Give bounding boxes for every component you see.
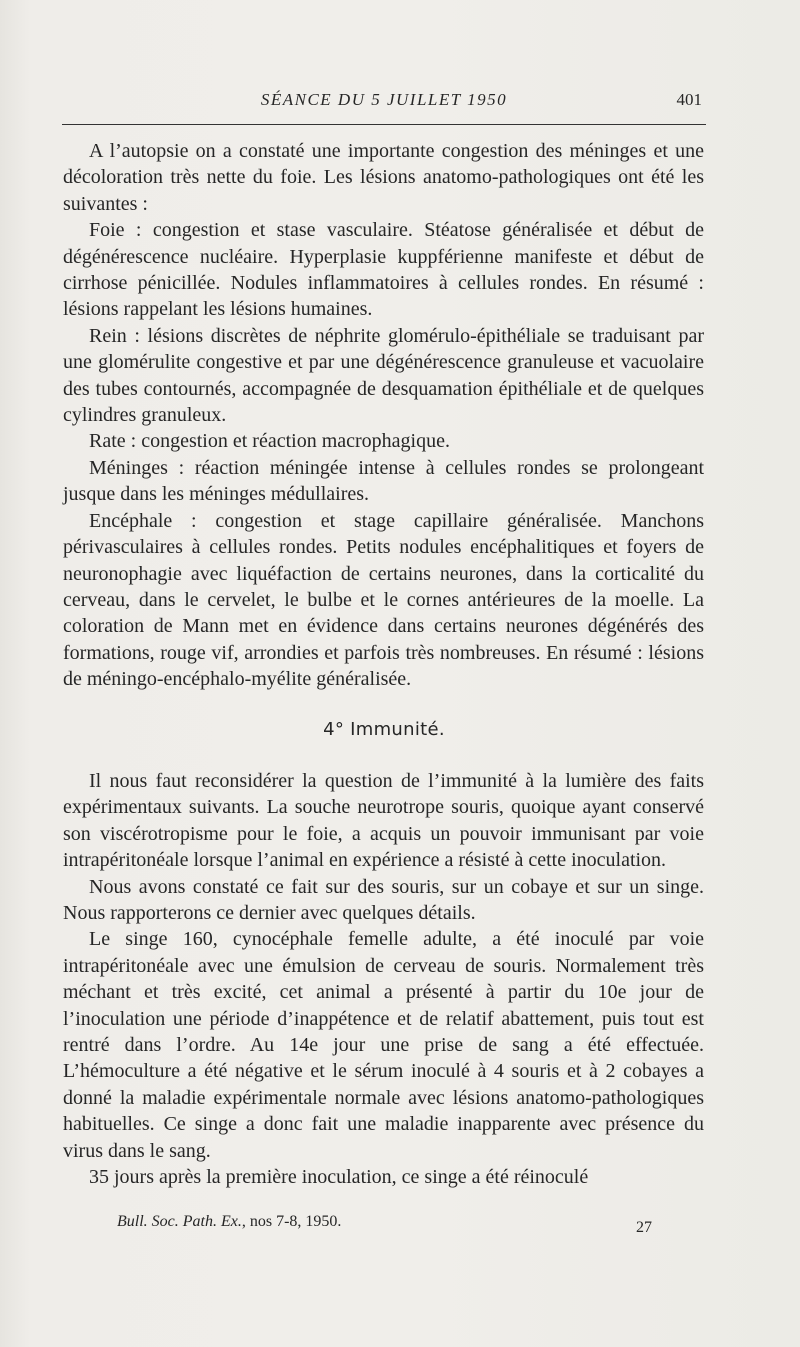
paragraph-immunite-intro: Il nous faut reconsidérer la question de l’immunité à la lumière des faits expérimentaux suivants. La souche neurotrope souris, quoique ayant conservé son viscérotropisme pour le foie, a acquis un pouvoir immunisant par voie intrapéritonéale lorsque l’animal en expérience a résisté à cette inoculation. — [63, 770, 704, 872]
header-rule — [62, 124, 706, 125]
running-title: SÉANCE DU 5 JUILLET 1950 — [260, 90, 508, 109]
paragraph-reinocule: 35 jours après la première inoculation, ce singe a été réinoculé — [89, 1166, 589, 1189]
paragraph-rate: Rate : congestion et réaction macrophagique. — [89, 430, 450, 453]
paragraph-singe-160: Le singe 160, cynocéphale femelle adulte, a été inoculé par voie intrapéritonéale avec une émulsion de cerveau de souris. Normalement très méchant et très excité, cet animal a présenté à partir du 10e jour de l’inoculation une période d’inappétence et de relatif abattement, puis tout est rentré dans l’ordre. Au 14e jour une prise de sang a été effectuée. L’hémoculture a été négative et le sérum inoculé à 4 souris et à 2 cobayes a donné la maladie expérimentale normale avec lésions anatomo-pathologiques habituelles. Ce singe a donc fait une maladie inapparente avec présence du virus dans le sang. — [63, 928, 704, 1162]
paragraph-rein: Rein : lésions discrètes de néphrite glomérulo-épithéliale se traduisant par une glomérulite congestive et par une dégénérescence granuleuse et vacuolaire des tubes contournés, accompagnée de desquamation épithéliale et de quelques cylindres granuleux. — [63, 324, 704, 427]
running-head — [62, 90, 706, 116]
journal-abbreviation: Bull. Soc. Path. Ex. — [117, 1213, 242, 1230]
body-text-autopsy — [63, 138, 704, 693]
page-footer — [62, 1213, 706, 1239]
page-number: 401 — [676, 90, 702, 109]
signature-mark: 27 — [636, 1219, 652, 1236]
footer-citation — [117, 1213, 341, 1231]
paragraph-foie: Foie : congestion et stase vasculaire. Stéatose généralisée et début de dégénérescence nucléaire. Hyperplasie kuppférienne manifeste et début de cirrhose pénicillée. Nodules inflammatoires à cellules rondes. En résumé : lésions rappelant les lésions humaines. — [63, 219, 704, 321]
paragraph-meninges: Méninges : réaction méningée intense à cellules rondes se prolongeant jusque dans les méninges médullaires. — [63, 456, 704, 506]
journal-issue: , nos 7-8, 1950. — [241, 1213, 342, 1230]
paragraph-constate: Nous avons constaté ce fait sur des souris, sur un cobaye et sur un singe. Nous rapporterons ce dernier avec quelques détails. — [63, 875, 704, 925]
body-text-immunite — [63, 768, 704, 1191]
paragraph-encephale: Encéphale : congestion et stage capillaire généralisée. Manchons périvasculaires à cellules rondes. Petits nodules encéphalitiques et foyers de neuronophagie avec liquéfaction de certains neurones, dans la corticalité du cerveau, dans le cervelet, le bulbe et le cornes antérieures de la moelle. La coloration de Mann met en évidence dans certains neurones dégénérés des formations, rouge vif, arrondies et parfois très nombreuses. En résumé : lésions de méningo-encéphalo-myélite généralisée. — [63, 509, 704, 691]
paragraph-autopsy: A l’autopsie on a constaté une importante congestion des méninges et une décoloration très nette du foie. Les lésions anatomo-pathologiques ont été les suivantes : — [63, 140, 704, 215]
section-heading: 4° Immunité. — [323, 719, 445, 740]
